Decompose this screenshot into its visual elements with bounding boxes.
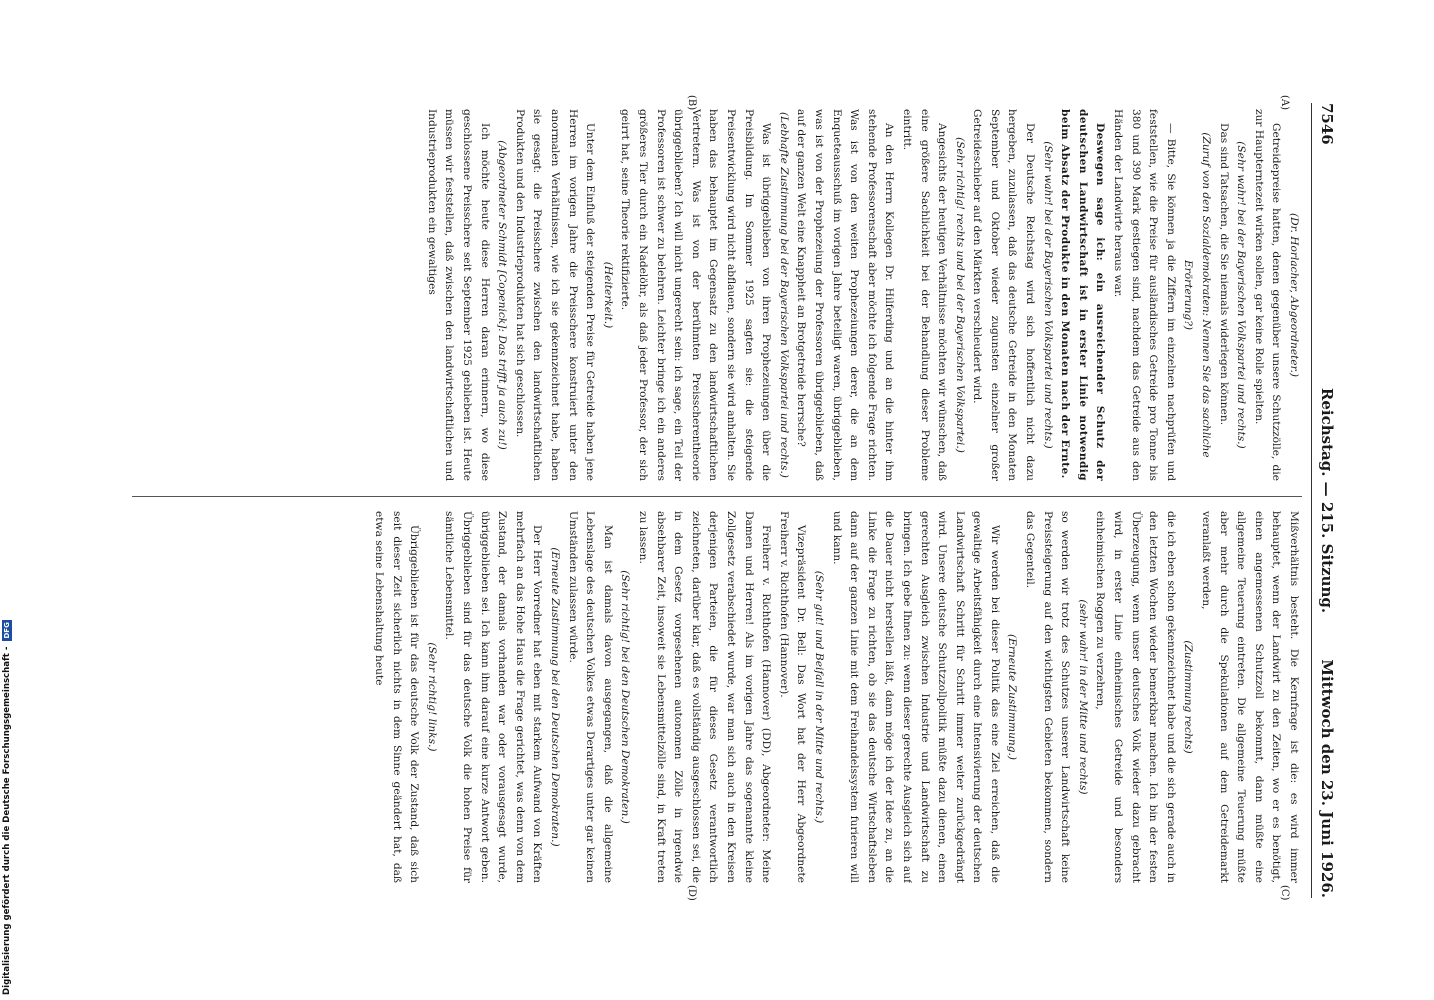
interjection: (Abgeordneter Schmidt [Copenick]: Das trifft ja auch zu!) xyxy=(496,140,509,450)
interjection: (Erneute Zustimmung.) xyxy=(1006,633,1019,761)
right-text-column xyxy=(132,511,1302,883)
interjection: (Sehr richtig! links.) xyxy=(425,642,438,752)
scanned-page xyxy=(122,95,1342,905)
digitization-footer xyxy=(2,620,12,995)
margin-marker-b: (B) xyxy=(686,95,697,111)
speaker-line: (Dr. Horlacher, Abgeordneter.) xyxy=(1288,212,1300,378)
header-rule xyxy=(1311,103,1312,898)
column-divider xyxy=(132,496,1302,497)
interjection: (Heiterkeit.) xyxy=(601,261,614,329)
interjection: (Zustimmung rechts) xyxy=(1182,640,1195,754)
interjection: (Sehr richtig! bei den Deutschen Demokraten.) xyxy=(619,570,632,824)
paragraph: Man ist damals davon ausgegangen, daß die allgemeine Lebenslage des deutschen Volkes etwas Derartiges unter gar keinen Umständen zulassen würde. xyxy=(566,511,614,883)
paragraph: Der Deutsche Reichstag wird sich hoffentlich nicht dazu hergeben, zuzulassen, daß das deutsche Getreide in den Monaten September und Oktober wieder zugunsten einzelner großer Getreideschieber auf den Märkten verschleudert wird. xyxy=(971,109,1037,481)
paragraph: Mißverhältnis besteht. Die Kernfrage ist die: es wird immer behauptet, wenn der Landwirt zu den Zeiten, wo er es benötigt, einen angemessenen Schutzzoll bekommt, dann müßte eine allgemeine Teuerung eintreten. Die allgemeine Teuerung müßte aber mehr durch die Spekulationen auf dem Getreidemarkt veranlaßt werden, xyxy=(1200,511,1300,883)
interjection: (Sehr richtig! rechts und bei der Bayerischen Volkspartei.) xyxy=(953,137,966,453)
page-header xyxy=(1314,103,1342,898)
paragraph: so werden wir trotz des Schutzes unserer Landwirtschaft keine Preissteigerung auf den wichtigsten Gebieten bekommen, sondern das Gegenteil. xyxy=(1024,511,1072,883)
paragraph: Ich möchte heute diese Herren daran erinnern, wo diese geschlossene Preisschere seit September 1925 geblieben ist. Heute müssen wir feststellen, daß zwischen den landwirtschaftlichen und Industrieprodukten ein gewaltiges xyxy=(425,109,491,481)
margin-marker-d: (D) xyxy=(686,885,697,901)
paragraph: Das sind Tatsachen, die Sie niemals widerlegen können. xyxy=(1217,123,1230,426)
left-text-column xyxy=(132,109,1302,481)
interjection: (sehr wahr! in der Mitte und rechts) xyxy=(1076,599,1089,795)
paragraph: Angesichts der heutigen Verhältnisse möchten wir wünschen, daß eine größere Sachlichkeit bei der Behandlung dieser Probleme eintritt. xyxy=(900,109,949,481)
paragraph: die ich eben schon gekennzeichnet habe und die sich gerade auch in den letzten Wochen wieder bemerkbar machen. Ich bin der festen Überzeugung, wenn unser deutsches Volk wieder dazu gebracht wird, in erster Linie einheimisches Getreide und besonders einheimischen Roggen zu verzehren, xyxy=(1094,511,1177,883)
paragraph: — Bitte, Sie können ja die Ziffern im einzelnen nachprüfen und feststellen, wie die Preise für ausländisches Getreide pro Tonne bis 380 und 390 Mark gestiegen sind, nachdem das Getreide aus den Händen der Landwirte heraus war. xyxy=(1112,109,1177,481)
emphasized-paragraph: Deswegen sage ich: ein ausreichender Schutz der deutschen Landwirtschaft ist in erster Linie notwendig beim Absatz der Produkte in den Monaten nach der Ernte. xyxy=(1059,109,1107,481)
interjection: (Sehr wahr! bei der Bayerischen Volkspartei und rechts.) xyxy=(1235,141,1248,449)
margin-marker-a: (A) xyxy=(1279,95,1290,111)
interjection: (Zuruf von den Sozialdemokraten: Nennen Sie das sachliche Erörterung?) xyxy=(1182,132,1213,458)
speaker-paragraph: Freiherr v. Richthofen (Hannover) (DD), Abgeordneter: Meine Damen und Herren! Als im vorigen Jahre das sogenannte kleine Zollgesetz verabschiedet wurde, war man sich auch in den Kreisen derjenigen Parteien, die für dieses Gesetz verantwortlich zeichneten, darüber klar, daß es vollständig ausgeschlossen sei, die in dem Gesetz vorgesehenen autonomen Zölle in irgendwie absehbarer Zeit, insoweit sie Lebensmittelzölle sind, in Kraft treten zu lassen. xyxy=(637,511,773,883)
paragraph: An den Herrn Kollegen Dr. Hilferding und an die hinter ihm stehende Professorenschaft aber möchte ich folgende Frage richten. Was ist von den weiten Prophezeiungen derer, die an dem Enqueteausschuß im vorigen Jahre beteiligt waren, übriggeblieben, was ist von der Prophezeiung der Professoren übriggeblieben, daß auf der ganzen Welt eine Knappheit an Brotgetreide herrsche? xyxy=(795,109,896,481)
margin-marker-c: (C) xyxy=(1279,885,1290,901)
paragraph: Unter dem Einfluß der steigenden Preise für Getreide haben jene Herren im vorigen Jahre die Preisschere konstruiert unter den anormalen Verhältnissen, wie ich sie gekennzeichnet habe, haben sie gesagt: die Preisschere zwischen den landwirtschaftlichen Produkten und den Industrieprodukten hat sich geschlossen. xyxy=(513,109,597,481)
paragraph: Wir werden bei dieser Politik das eine Ziel erreichen, daß die gewaltige Arbeitsfähigkeit durch eine Intensivierung der deutschen Landwirtschaft Schritt für Schritt immer weiter zurückgedrängt wird. Unsere deutsche Schutzzollpolitik müßte dazu dienen, einen gerechten Ausgleich zwischen Industrie und Landwirtschaft zu bringen. Ich gebe Ihnen zu: wenn dieser gerechte Ausgleich sich auf die Dauer nicht herstellen läßt, dann möge ich der Idee zu, an die Linke die Frage zu richten, ob sie das deutsche Wirtschaftsleben dann auf der ganzen Linie mit dem Freihandelssystem furieren will und kann. xyxy=(830,511,1001,883)
paragraph: Übriggeblieben ist für das deutsche Volk der Zustand, daß sich seit dieser Zeit sicherlich nichts in dem Sinne geändert hat, daß etwa seine Lebenshaltung heute xyxy=(373,511,421,883)
session-title: Reichstag. — 215. Sitzung. xyxy=(1318,387,1336,614)
page-number: 7546 xyxy=(1318,103,1336,145)
speaker-paragraph: Vizepräsident Dr. Bell: Das Wort hat der Herr Abgeordnete Freiherr v. Richthofen (Hannover). xyxy=(777,511,808,883)
interjection: (Sehr wahr! bei der Bayerischen Volkspartei und rechts.) xyxy=(1041,141,1054,449)
interjection: (Sehr gut! und Beifall in der Mitte und rechts.) xyxy=(812,570,825,824)
interjection: (Erneute Zustimmung bei den Deutschen Demokraten.) xyxy=(549,547,562,847)
interjection: (Lebhafte Zustimmung bei der Bayerischen Volkspartei und rechts.) xyxy=(777,112,790,478)
dfg-logo: DFG xyxy=(3,622,11,639)
footer-text: Digitalisierung gefördert durch die Deutsche Forschungsgemeinschaft - xyxy=(2,646,12,995)
paragraph: Was ist übriggeblieben von ihren Prophezeiungen über die Preisbildung. Im Sommer 1925 sagten sie: die steigende Preisentwicklung wird nicht abflauen, sondern sie wird anhalten. Sie haben das behauptet im Gegensatz zu den landwirtschaftlichen Vertretern. Was ist von der berühmten Preisscherentheorie übriggeblieben? Ich will nicht ungerecht sein: ich sage, ein Teil der Professoren ist schwer zu belehren. Leichter bringe ich ein anderes größeres Tier durch ein Nadelöhr, als daß jeder Professor, der sich geirrt hat, seine Theorie rektifizierte. xyxy=(619,109,773,481)
paragraph: Getreidepreise hatten, denen gegenüber unsere Schutzzölle, die zur Haupterntezeit wirken sollen, gar keine Rolle spielten. xyxy=(1252,109,1283,481)
paragraph: Der Herr Vorredner hat eben mit starkem Aufwand von Kräften mehrfach an das Hohe Haus die Frage gerichtet, was denn von dem Zustand, der damals vorhanden war oder vorausgesagt wurde, übriggeblieben sei. Ich kann ihm darauf eine kurze Antwort geben. Übriggeblieben sind für das deutsche Volk die hohen Preise für sämtliche Lebensmittel. xyxy=(443,511,544,883)
session-date: Mittwoch den 23. Juni 1926. xyxy=(1318,659,1336,898)
